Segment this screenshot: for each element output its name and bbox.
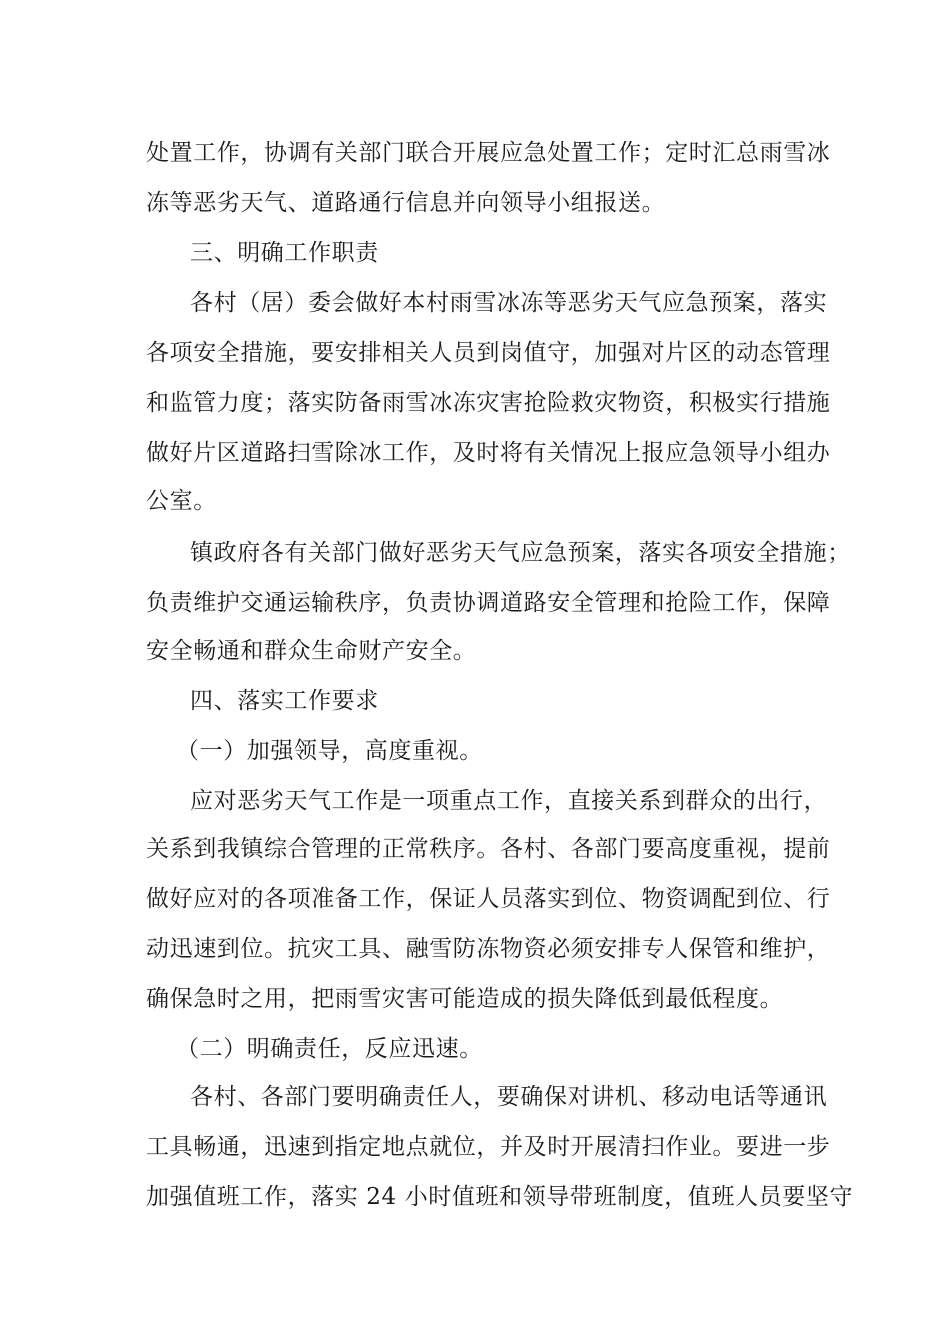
text-line: 加强值班工作，落实 24 小时值班和领导带班制度，值班人员要坚守 bbox=[146, 1184, 854, 1210]
text-line: 各项安全措施，要安排相关人员到岗值守，加强对片区的动态管理 bbox=[146, 340, 831, 366]
subsection-heading: （一）加强领导，高度重视。 bbox=[176, 738, 483, 764]
text-line: 工具畅通，迅速到指定地点就位，并及时开展清扫作业。要进一步 bbox=[146, 1134, 831, 1160]
text-line: 做好片区道路扫雪除冰工作，及时将有关情况上报应急领导小组办 bbox=[146, 440, 831, 466]
text-line: 做好应对的各项准备工作，保证人员落实到位、物资调配到位、行 bbox=[146, 886, 831, 912]
subsection-heading: （二）明确责任，反应迅速。 bbox=[176, 1036, 483, 1062]
text-line: 和监管力度；落实防备雨雪冰冻灾害抢险救灾物资，积极实行措施 bbox=[146, 390, 831, 416]
text-line: 动迅速到位。抗灾工具、融雪防冻物资必须安排专人保管和维护， bbox=[146, 936, 831, 962]
text-line: 冻等恶劣天气、道路通行信息并向领导小组报送。 bbox=[146, 190, 666, 216]
text-line: 应对恶劣天气工作是一项重点工作，直接关系到群众的出行， bbox=[190, 788, 828, 814]
text-line: 各村（居）委会做好本村雨雪冰冻等恶劣天气应急预案，落实 bbox=[190, 290, 828, 316]
section-heading: 四、落实工作要求 bbox=[190, 688, 379, 714]
text-line: 安全畅通和群众生命财产安全。 bbox=[146, 638, 477, 664]
text-line: 负责维护交通运输秩序，负责协调道路安全管理和抢险工作，保障 bbox=[146, 590, 831, 616]
text-line: 确保急时之用，把雨雪灾害可能造成的损失降低到最低程度。 bbox=[146, 986, 784, 1012]
text-line: 处置工作，协调有关部门联合开展应急处置工作；定时汇总雨雪冰 bbox=[146, 140, 831, 166]
text-line: 镇政府各有关部门做好恶劣天气应急预案，落实各项安全措施； bbox=[190, 540, 851, 566]
text-line: 关系到我镇综合管理的正常秩序。各村、各部门要高度重视，提前 bbox=[146, 836, 831, 862]
text-line: 各村、各部门要明确责任人，要确保对讲机、移动电话等通讯 bbox=[190, 1084, 828, 1110]
section-heading: 三、明确工作职责 bbox=[190, 240, 379, 266]
text-line: 公室。 bbox=[146, 488, 217, 514]
